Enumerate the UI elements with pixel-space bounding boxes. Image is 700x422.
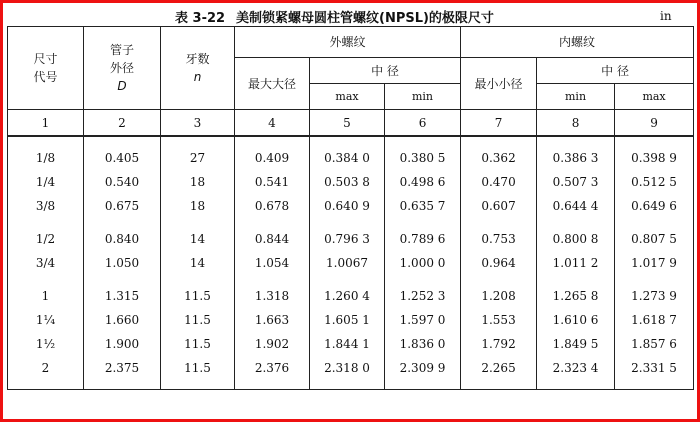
cell-size-code: 3/4 [8,251,84,275]
cell-max-major-dia: 2.376 [235,356,310,380]
spacer-cell [310,380,385,390]
col-number: 1 [8,110,84,137]
cell-ext-pitch-min: 2.309 9 [385,356,461,380]
table-number: 表 3-22 [175,11,226,26]
cell-ext-pitch-max: 0.384 0 [310,146,385,170]
spacer-cell [310,136,385,146]
cell-thread-count: 11.5 [161,308,235,332]
cell-ext-pitch-min: 0.789 6 [385,227,461,251]
cell-size-code: 1¼ [8,308,84,332]
spacer-cell [235,136,310,146]
cell-int-pitch-max: 1.017 9 [615,251,694,275]
cell-thread-count: 11.5 [161,332,235,356]
spacer-cell [161,136,235,146]
cell-min-minor-dia: 0.753 [461,227,537,251]
col-number: 5 [310,110,385,137]
spacer-row [8,136,694,146]
cell-int-pitch-max: 2.331 5 [615,356,694,380]
column-number-row [8,110,694,137]
spacer-cell [84,380,161,390]
table-row [8,284,694,308]
cell-ext-pitch-max: 0.640 9 [310,194,385,218]
spacer-cell [537,380,615,390]
header-pipe-od: 管子 外径 D [84,27,161,110]
cell-ext-pitch-max: 2.318 0 [310,356,385,380]
cell-max-major-dia: 1.663 [235,308,310,332]
header-int-pitch: 中 径 [537,58,694,84]
cell-pipe-od: 0.405 [84,146,161,170]
spacer-cell [385,136,461,146]
col-number: 7 [461,110,537,137]
cell-ext-pitch-max: 1.844 1 [310,332,385,356]
cell-pipe-od: 0.540 [84,170,161,194]
col-number: 4 [235,110,310,137]
spacer-cell [615,275,694,284]
header-ext-max: max [310,84,385,110]
spacer-cell [161,218,235,227]
cell-ext-pitch-max: 0.503 8 [310,170,385,194]
cell-pipe-od: 1.050 [84,251,161,275]
cell-ext-pitch-min: 0.380 5 [385,146,461,170]
spacer-cell [537,218,615,227]
spacer-row [8,218,694,227]
table-row [8,146,694,170]
table-row [8,194,694,218]
cell-thread-count: 18 [161,170,235,194]
header-ext-pitch: 中 径 [310,58,461,84]
spacer-cell [461,218,537,227]
table-row [8,356,694,380]
cell-ext-pitch-min: 0.635 7 [385,194,461,218]
spacer-cell [461,136,537,146]
cell-int-pitch-min: 1.849 5 [537,332,615,356]
cell-min-minor-dia: 1.208 [461,284,537,308]
spacer-cell [310,275,385,284]
table-title: 美制锁紧螺母圆柱管螺纹(NPSL)的极限尺寸 [236,11,494,26]
cell-max-major-dia: 0.541 [235,170,310,194]
col-number: 9 [615,110,694,137]
cell-max-major-dia: 1.318 [235,284,310,308]
cell-int-pitch-min: 0.644 4 [537,194,615,218]
spacer-cell [8,218,84,227]
cell-int-pitch-min: 1.610 6 [537,308,615,332]
header-int-max: max [615,84,694,110]
col-number: 2 [84,110,161,137]
header-max-major: 最大大径 [235,58,310,110]
cell-int-pitch-min: 1.011 2 [537,251,615,275]
cell-size-code: 2 [8,356,84,380]
cell-ext-pitch-max: 0.796 3 [310,227,385,251]
spacer-cell [235,380,310,390]
table-row [8,308,694,332]
cell-int-pitch-min: 0.386 3 [537,146,615,170]
table-caption [0,4,700,24]
cell-ext-pitch-max: 1.0067 [310,251,385,275]
spacer-row [8,380,694,390]
spacer-row [8,275,694,284]
cell-int-pitch-min: 0.800 8 [537,227,615,251]
cell-max-major-dia: 0.678 [235,194,310,218]
cell-pipe-od: 1.900 [84,332,161,356]
spacer-cell [461,380,537,390]
cell-thread-count: 14 [161,251,235,275]
table-row [8,227,694,251]
spacer-cell [615,218,694,227]
header-ext-min: min [385,84,461,110]
cell-int-pitch-max: 1.857 6 [615,332,694,356]
cell-int-pitch-max: 0.512 5 [615,170,694,194]
header-min-minor: 最小小径 [461,58,537,110]
header-size-code: 尺寸 代号 [8,27,84,110]
cell-size-code: 1/2 [8,227,84,251]
spacer-cell [615,136,694,146]
cell-int-pitch-min: 2.323 4 [537,356,615,380]
cell-int-pitch-max: 1.618 7 [615,308,694,332]
cell-thread-count: 18 [161,194,235,218]
cell-ext-pitch-min: 1.597 0 [385,308,461,332]
spacer-cell [8,275,84,284]
cell-pipe-od: 0.840 [84,227,161,251]
col-number: 6 [385,110,461,137]
cell-min-minor-dia: 0.362 [461,146,537,170]
cell-thread-count: 11.5 [161,356,235,380]
cell-int-pitch-max: 0.807 5 [615,227,694,251]
cell-thread-count: 14 [161,227,235,251]
cell-pipe-od: 1.315 [84,284,161,308]
npsl-limits-table [7,26,694,390]
cell-min-minor-dia: 0.964 [461,251,537,275]
table-row [8,170,694,194]
cell-min-minor-dia: 1.792 [461,332,537,356]
table-row [8,332,694,356]
spacer-cell [537,136,615,146]
cell-int-pitch-min: 1.265 8 [537,284,615,308]
cell-ext-pitch-max: 1.260 4 [310,284,385,308]
cell-pipe-od: 1.660 [84,308,161,332]
spacer-cell [461,275,537,284]
cell-int-pitch-min: 0.507 3 [537,170,615,194]
spacer-cell [537,275,615,284]
spacer-cell [385,275,461,284]
col-number: 3 [161,110,235,137]
spacer-cell [235,218,310,227]
spacer-cell [84,275,161,284]
cell-pipe-od: 0.675 [84,194,161,218]
header-threads: 牙数 n [161,27,235,110]
col-number: 8 [537,110,615,137]
cell-ext-pitch-max: 1.605 1 [310,308,385,332]
cell-min-minor-dia: 2.265 [461,356,537,380]
spacer-cell [161,275,235,284]
cell-thread-count: 27 [161,146,235,170]
cell-max-major-dia: 1.902 [235,332,310,356]
cell-int-pitch-max: 1.273 9 [615,284,694,308]
cell-size-code: 3/8 [8,194,84,218]
cell-size-code: 1/4 [8,170,84,194]
spacer-cell [310,218,385,227]
cell-pipe-od: 2.375 [84,356,161,380]
spacer-cell [84,136,161,146]
cell-min-minor-dia: 0.470 [461,170,537,194]
cell-min-minor-dia: 1.553 [461,308,537,332]
cell-ext-pitch-min: 1.000 0 [385,251,461,275]
header-int-min: min [537,84,615,110]
table-row [8,251,694,275]
spacer-cell [385,218,461,227]
cell-ext-pitch-min: 1.836 0 [385,332,461,356]
unit-label: in [660,9,672,23]
spacer-cell [84,218,161,227]
spacer-cell [8,136,84,146]
cell-max-major-dia: 0.409 [235,146,310,170]
spacer-cell [385,380,461,390]
spacer-cell [615,380,694,390]
cell-size-code: 1½ [8,332,84,356]
cell-max-major-dia: 0.844 [235,227,310,251]
spacer-cell [161,380,235,390]
cell-int-pitch-max: 0.649 6 [615,194,694,218]
cell-size-code: 1/8 [8,146,84,170]
header-external-thread: 外螺纹 [235,27,461,58]
cell-min-minor-dia: 0.607 [461,194,537,218]
cell-int-pitch-max: 0.398 9 [615,146,694,170]
header-internal-thread: 内螺纹 [461,27,694,58]
spacer-cell [8,380,84,390]
table-body [8,136,694,390]
spacer-cell [235,275,310,284]
cell-size-code: 1 [8,284,84,308]
cell-ext-pitch-min: 0.498 6 [385,170,461,194]
cell-max-major-dia: 1.054 [235,251,310,275]
cell-thread-count: 11.5 [161,284,235,308]
cell-ext-pitch-min: 1.252 3 [385,284,461,308]
